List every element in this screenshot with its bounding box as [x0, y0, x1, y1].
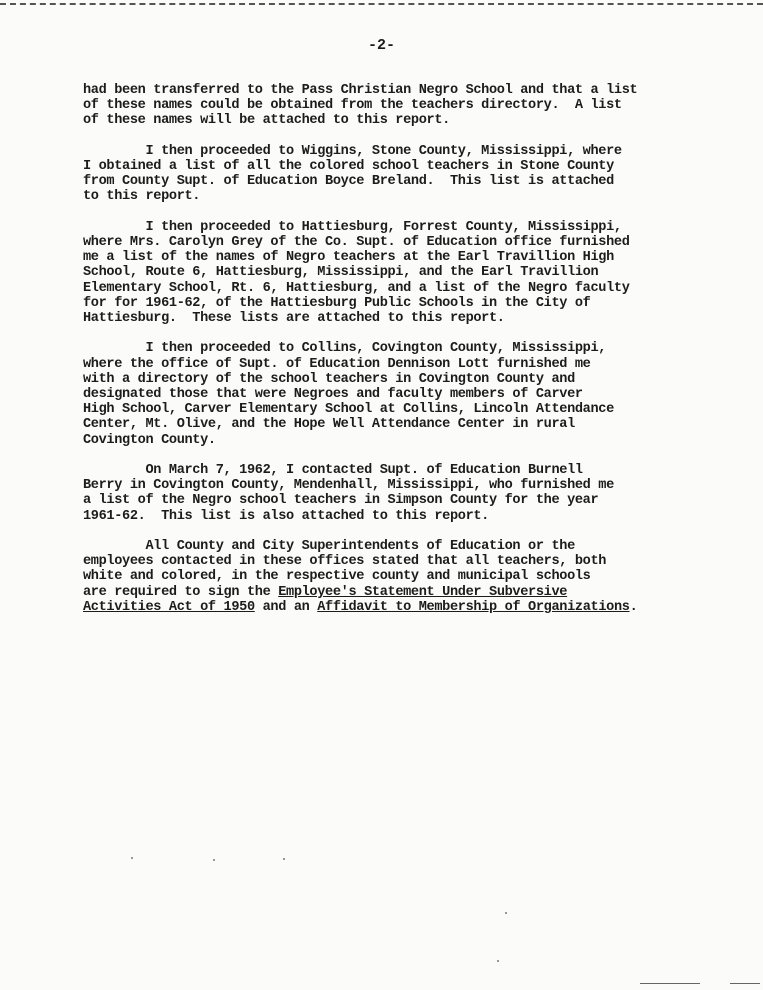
top-edge-rule: [0, 3, 763, 5]
document-body: [83, 83, 743, 630]
text-line: [83, 311, 743, 326]
scan-speck: [505, 912, 507, 914]
text-segment: designated those that were Negroes and faculty members of Carver: [83, 387, 583, 403]
underlined-title: Employee's Statement Under Subversive: [278, 584, 568, 600]
text-segment: and an: [254, 599, 318, 615]
text-segment: had been transferred to the Pass Christian Negro School and that a list: [83, 83, 638, 98]
text-segment: Berry in Covington County, Mendenhall, Mississippi, who furnished me: [83, 478, 614, 494]
text-segment: a list of the Negro school teachers in Simpson County for the year: [83, 493, 599, 509]
text-segment: of these names could be obtained from the teachers directory. A list: [83, 98, 622, 114]
text-segment: I then proceeded to Wiggins, Stone County, Mississippi, where: [83, 143, 622, 159]
text-line: [83, 250, 743, 265]
scan-speck: [213, 859, 215, 861]
text-segment: of these names will be attached to this report.: [83, 113, 450, 129]
text-line: [83, 189, 743, 204]
paragraph: [83, 220, 743, 326]
text-line: [83, 296, 743, 311]
page-number: -2-: [367, 37, 395, 54]
paragraph: [83, 463, 743, 524]
scan-speck: [131, 857, 133, 859]
scan-speck: [283, 858, 285, 860]
text-segment: School, Route 6, Hattiesburg, Mississippi, and the Earl Travillion: [83, 265, 599, 281]
paragraph: [83, 83, 743, 129]
underlined-title: Activities Act of 1950: [83, 599, 255, 615]
paragraph: [83, 341, 743, 447]
text-segment: All County and City Superintendents of Education or the: [83, 539, 575, 555]
text-segment: white and colored, in the respective county and municipal schools: [83, 569, 591, 585]
text-segment: 1961-62. This list is also attached to this report.: [83, 508, 489, 524]
text-segment: High School, Carver Elementary School at Collins, Lincoln Attendance: [83, 402, 614, 418]
text-line: [83, 554, 743, 569]
text-segment: On March 7, 1962, I contacted Supt. of Education Burnell: [83, 463, 583, 479]
scan-edge-mark: [730, 983, 760, 984]
text-segment: I then proceeded to Hattiesburg, Forrest County, Mississippi,: [83, 219, 622, 235]
text-line: [83, 433, 743, 448]
text-segment: .: [629, 599, 638, 615]
text-line: [83, 281, 743, 296]
text-segment: I obtained a list of all the colored school teachers in Stone County: [83, 159, 614, 174]
text-line: [83, 569, 743, 584]
text-line: [83, 357, 743, 372]
text-line: [83, 493, 743, 508]
text-segment: where Mrs. Carolyn Grey of the Co. Supt. of Education office furnished: [83, 235, 630, 250]
text-line: [83, 220, 743, 235]
text-segment: to this report.: [83, 189, 201, 205]
text-line: [83, 174, 743, 189]
text-line: [83, 463, 743, 478]
text-line: [83, 509, 743, 524]
text-line: [83, 159, 743, 174]
text-line: [83, 113, 743, 128]
text-line: [83, 372, 743, 387]
scan-edge-mark: [640, 983, 700, 984]
text-line: [83, 585, 743, 600]
text-segment: I then proceeded to Collins, Covington County, Mississippi,: [83, 341, 607, 357]
text-segment: from County Supt. of Education Boyce Breland. This list is attached: [83, 174, 614, 190]
underlined-title: Affidavit to Membership of Organizations: [317, 599, 630, 615]
text-line: [83, 600, 743, 615]
text-segment: Hattiesburg. These lists are attached to this report.: [83, 311, 505, 327]
text-segment: with a directory of the school teachers in Covington County and: [83, 371, 575, 387]
text-segment: Center, Mt. Olive, and the Hope Well Attendance Center in rural: [83, 417, 575, 433]
text-segment: Covington County.: [83, 432, 216, 448]
text-line: [83, 83, 743, 98]
text-line: [83, 144, 743, 159]
scan-speck: [497, 960, 499, 962]
paragraph: [83, 539, 743, 615]
text-line: [83, 265, 743, 280]
text-line: [83, 478, 743, 493]
text-line: [83, 235, 743, 250]
text-segment: me a list of the names of Negro teachers at the Earl Travillion High: [83, 250, 614, 266]
text-segment: employees contacted in these offices stated that all teachers, both: [83, 554, 607, 570]
text-line: [83, 98, 743, 113]
text-line: [83, 387, 743, 402]
text-line: [83, 417, 743, 432]
text-segment: for for 1961-62, of the Hattiesburg Public Schools in the City of: [83, 295, 591, 311]
text-segment: Elementary School, Rt. 6, Hattiesburg, and a list of the Negro faculty: [83, 280, 630, 296]
paragraph: [83, 144, 743, 205]
text-line: [83, 539, 743, 554]
text-segment: where the office of Supt. of Education Dennison Lott furnished me: [83, 356, 591, 372]
text-line: [83, 402, 743, 417]
text-segment: are required to sign the: [83, 584, 279, 600]
text-line: [83, 341, 743, 356]
